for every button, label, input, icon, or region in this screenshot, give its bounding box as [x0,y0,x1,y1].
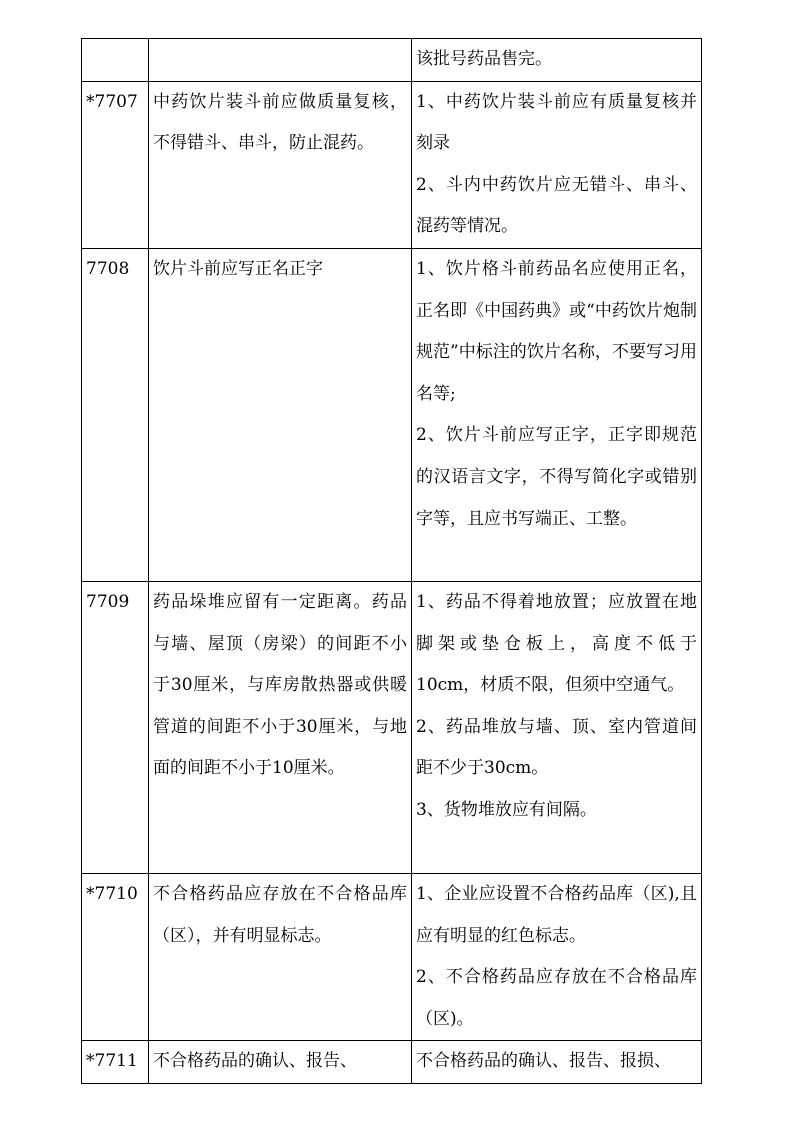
method-line: 2、药品堆放与墙、顶、室内管道间距不少于30cm。 [416,716,697,779]
method-line: 不合格药品的确认、报告、报损、 [416,1051,671,1072]
item-code: *7710 [82,873,149,1040]
item-requirement [149,39,412,82]
table-row [82,873,702,1040]
item-method [412,248,702,581]
item-requirement: 中药饮片装斗前应做质量复核，不得错斗、串斗，防止混药。 [149,81,412,248]
item-method [412,81,702,248]
item-requirement: 药品垛堆应留有一定距离。药品与墙、屋顶（房梁）的间距不小于30厘米，与库房散热器或供暖管道的间距不小于30厘米，与地面的间距不小于10厘米。 [149,581,412,873]
method-line: 1、药品不得着地放置；应放置在地脚架或垫仓板上，高度不低于10cm，材质不限，但须中空通气。 [416,591,697,696]
method-line: 1、中药饮片装斗前应有质量复核并刻录 [416,91,697,154]
item-code: *7711 [82,1041,149,1084]
table-row [82,1041,702,1084]
method-line: 2、饮片斗前应写正字，正字即规范的汉语言文字，不得写简化字或错别字等，且应书写端正、工整。 [416,425,697,529]
item-method [412,1041,702,1084]
method-line: 2、不合格药品应存放在不合格品库（区)。 [416,967,697,1029]
item-code [82,39,149,82]
table-row [82,81,702,248]
table-row [82,248,702,581]
item-requirement: 饮片斗前应写正名正字 [149,248,412,581]
item-code: 7708 [82,248,149,581]
table-row [82,39,702,82]
item-method [412,39,702,82]
item-method [412,873,702,1040]
inspection-table [81,38,702,1084]
item-requirement: 不合格药品的确认、报告、 [149,1041,412,1084]
method-line: 该批号药品售完。 [416,49,552,69]
method-line: 1、饮片格斗前药品名应使用正名，正名即《中国药典》或“中药饮片炮制规范”中标注的饮片名称，不要写习用名等; [416,258,697,404]
item-code: *7707 [82,81,149,248]
item-code: 7709 [82,581,149,873]
method-line: 3、货物堆放应有间隔。 [416,799,597,820]
table-row [82,581,702,873]
item-method [412,581,702,873]
method-line: 1、企业应设置不合格药品库（区),且应有明显的红色标志。 [416,883,697,946]
method-line: 2、斗内中药饮片应无错斗、串斗、混药等情况。 [416,174,697,237]
item-requirement: 不合格药品应存放在不合格品库（区），并有明显标志。 [149,873,412,1040]
